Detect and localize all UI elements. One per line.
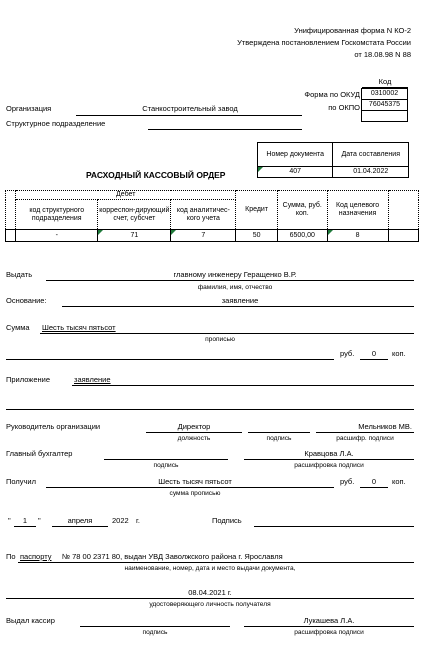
organization-underline bbox=[76, 115, 302, 116]
sum-kop-value[interactable]: 0 bbox=[371, 349, 377, 358]
okud-value[interactable]: 0310002 bbox=[362, 89, 408, 100]
extra-value[interactable] bbox=[388, 230, 419, 242]
passport-details[interactable]: № 78 00 2371 80, выдан УВД Заволжского района г. Ярославля bbox=[62, 552, 283, 561]
received-rub-label: руб. bbox=[340, 477, 355, 486]
analytic-code-value[interactable]: 7 bbox=[171, 230, 236, 242]
director-position[interactable]: Директор bbox=[177, 422, 211, 431]
basis-value[interactable]: заявление bbox=[221, 296, 259, 305]
received-underline bbox=[46, 487, 334, 488]
sum-second-underline bbox=[6, 359, 334, 360]
division-label: Структурное подразделение bbox=[6, 119, 106, 128]
director-name[interactable]: Мельников МВ. bbox=[358, 422, 412, 431]
director-position-underline bbox=[146, 432, 242, 433]
okpo-value[interactable]: 76045375 bbox=[362, 100, 408, 111]
division-underline bbox=[148, 129, 302, 130]
received-kop-underline bbox=[360, 487, 388, 488]
basis-underline bbox=[62, 306, 414, 307]
signature-label: Подпись bbox=[212, 516, 242, 525]
received-kop-label: коп. bbox=[392, 477, 406, 486]
division-code-header: код структурного подразделения bbox=[16, 200, 98, 230]
doc-date-value[interactable]: 01.04.2022 bbox=[333, 167, 409, 178]
director-position-caption: должность bbox=[177, 435, 211, 442]
doc-date-header: Дата составления bbox=[333, 143, 409, 167]
sum-value[interactable]: 6500,00 bbox=[277, 230, 327, 242]
form-unified-label: Унифицированная форма N КО-2 bbox=[294, 26, 411, 35]
passport-second-underline bbox=[6, 598, 414, 599]
accountant-name-underline bbox=[244, 459, 414, 460]
issue-caption: фамилия, имя, отчество bbox=[197, 284, 273, 291]
cashier-decode-caption: расшифровка подписи bbox=[294, 629, 364, 636]
cashier-name-underline bbox=[244, 626, 414, 627]
sum-kop-underline bbox=[360, 359, 388, 360]
purpose-value[interactable]: 8 bbox=[327, 230, 388, 242]
corr-account-header: корреспон-дирующий счет, субсчет bbox=[98, 200, 171, 230]
corr-account-value[interactable]: 71 bbox=[98, 230, 171, 242]
received-caption: сумма прописью bbox=[169, 490, 221, 497]
date-day-underline bbox=[14, 526, 36, 527]
date-year-suffix: г. bbox=[136, 516, 140, 525]
division-code-value[interactable]: - bbox=[16, 230, 98, 242]
okpo-label: по ОКПО bbox=[328, 103, 360, 112]
issue-value[interactable]: главному инженеру Геращенко В.Р. bbox=[173, 270, 297, 279]
passport-caption: наименование, номер, дата и место выдачи документа, bbox=[124, 565, 296, 572]
purpose-header: Код целевого назначения bbox=[327, 191, 388, 230]
doc-number-header: Номер документа bbox=[258, 143, 333, 167]
credit-value[interactable]: 50 bbox=[236, 230, 278, 242]
accountant-label: Главный бухгалтер bbox=[6, 449, 73, 458]
received-label: Получил bbox=[6, 477, 36, 486]
signature-underline bbox=[254, 526, 414, 527]
date-quote-close: " bbox=[38, 516, 41, 525]
spacer-value bbox=[6, 230, 16, 242]
cashier-signature-caption: подпись bbox=[142, 629, 168, 636]
passport-caption-2: удостоверяющего личность получателя bbox=[149, 601, 271, 608]
attachment-value[interactable]: заявление bbox=[74, 375, 111, 384]
code-table bbox=[361, 88, 408, 122]
sum-label: Сумма bbox=[6, 323, 30, 332]
sum-rub-label: руб. bbox=[340, 349, 355, 358]
organization-label: Организация bbox=[6, 104, 52, 113]
debit-header: Дебет bbox=[16, 191, 236, 200]
director-decode-caption: расшифр. подписи bbox=[336, 435, 394, 442]
date-month[interactable]: апреля bbox=[67, 516, 93, 525]
director-signature-caption: подпись bbox=[266, 435, 292, 442]
director-signature-underline bbox=[248, 432, 310, 433]
passport-doc[interactable]: паспорту bbox=[20, 552, 52, 561]
passport-label: По bbox=[6, 552, 16, 561]
analytic-code-header: код аналитичес-кого учета bbox=[171, 200, 236, 230]
director-name-underline bbox=[316, 432, 414, 433]
organization-value[interactable]: Станкостроительный завод bbox=[142, 104, 238, 113]
attachment-underline bbox=[72, 385, 414, 386]
accountant-signature-underline bbox=[104, 459, 228, 460]
sum-kop-label: коп. bbox=[392, 349, 406, 358]
sum-value-words[interactable]: Шесть тысяч пятьсот bbox=[42, 323, 116, 332]
attachment-second-underline bbox=[6, 409, 414, 410]
date-day[interactable]: 1 bbox=[22, 516, 28, 525]
form-approved-label: Утверждена постановлением Госкомстата России bbox=[237, 38, 411, 47]
passport-issue-date[interactable]: 08.04.2021 г. bbox=[188, 588, 232, 597]
main-table-spacer bbox=[6, 191, 16, 230]
received-kop-value[interactable]: 0 bbox=[371, 477, 377, 486]
date-month-underline bbox=[52, 526, 108, 527]
cashier-signature-underline bbox=[80, 626, 230, 627]
sum-underline bbox=[40, 333, 414, 334]
date-quote-open: " bbox=[8, 516, 11, 525]
received-value[interactable]: Шесть тысяч пятьсот bbox=[158, 477, 232, 486]
code-empty-1[interactable] bbox=[362, 111, 408, 122]
basis-label: Основание: bbox=[6, 296, 47, 305]
issue-label: Выдать bbox=[6, 270, 33, 279]
code-title: Код bbox=[378, 77, 392, 86]
sum-caption: прописью bbox=[205, 336, 235, 343]
okud-label: Форма по ОКУД bbox=[304, 90, 360, 99]
attachment-label: Приложение bbox=[6, 375, 50, 384]
accountant-name[interactable]: Кравцова Л.А. bbox=[304, 449, 354, 458]
extra-header bbox=[388, 191, 419, 230]
passport-underline bbox=[18, 562, 414, 563]
doc-number-table bbox=[257, 142, 409, 178]
date-year[interactable]: 2022 bbox=[112, 516, 129, 525]
doc-number-value[interactable]: 407 bbox=[258, 167, 333, 178]
director-label: Руководитель организации bbox=[6, 422, 101, 431]
accountant-signature-caption: подпись bbox=[153, 462, 179, 469]
doc-title: РАСХОДНЫЙ КАССОВЫЙ ОРДЕР bbox=[86, 170, 226, 180]
main-table bbox=[5, 190, 419, 242]
cashier-name[interactable]: Лукашева Л.А. bbox=[303, 616, 355, 625]
cashier-label: Выдал кассир bbox=[6, 616, 55, 625]
issue-underline bbox=[46, 280, 414, 281]
credit-header: Кредит bbox=[236, 191, 278, 230]
accountant-decode-caption: расшифровка подписи bbox=[294, 462, 364, 469]
form-date-label: от 18.08.98 N 88 bbox=[354, 50, 411, 59]
sum-header: Сумма, руб. коп. bbox=[277, 191, 327, 230]
